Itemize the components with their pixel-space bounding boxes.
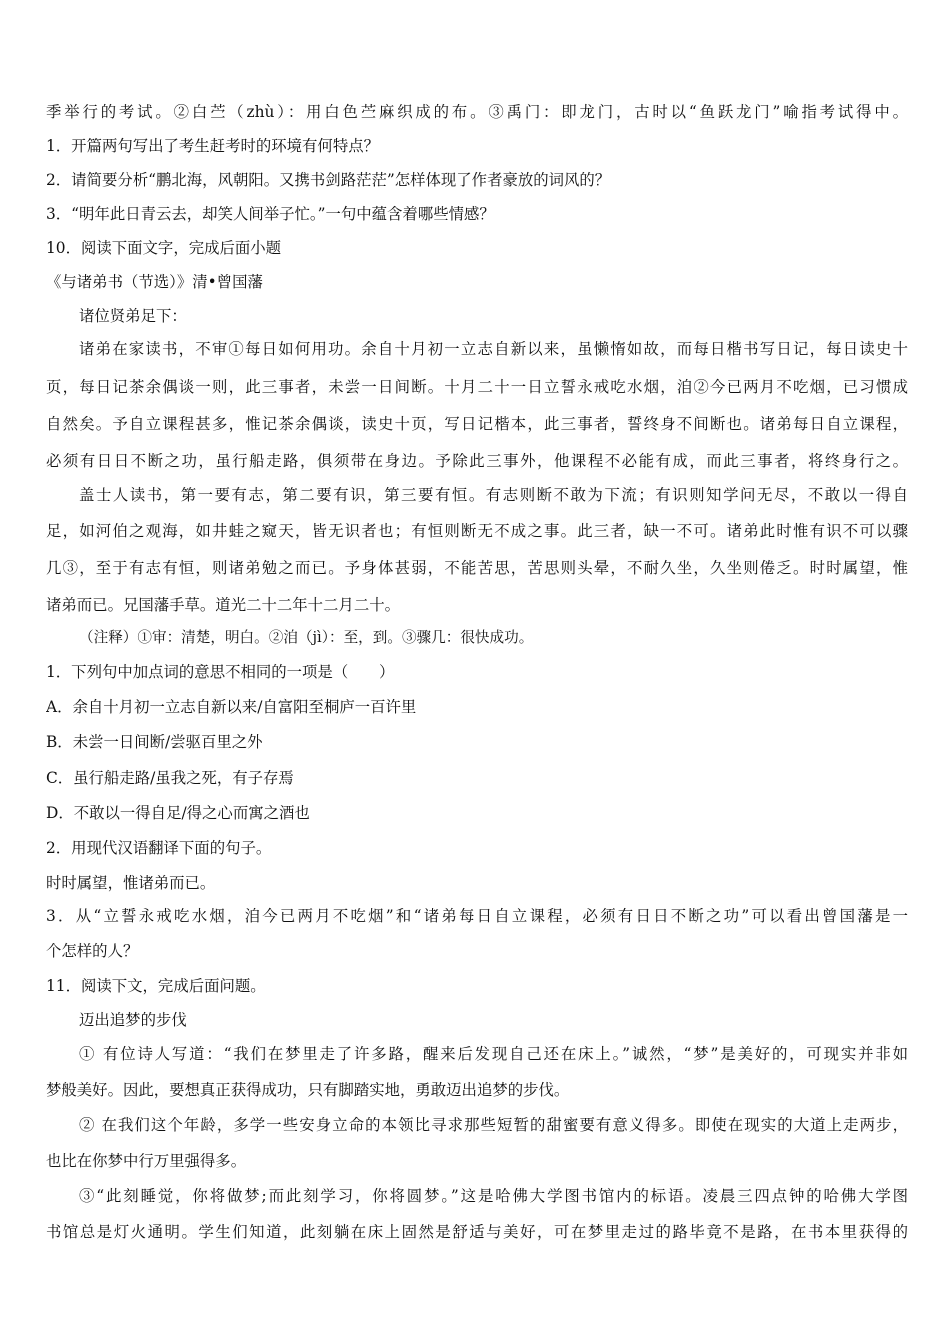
- section-heading: 10．阅读下面文字，完成后面小题: [46, 239, 282, 257]
- passage-title: 《与诸弟书（节选）》清•曾国藩: [46, 273, 263, 291]
- question-line: 1．下列句中加点词的意思不相同的一项是（ ）: [46, 663, 395, 681]
- question-line: 个怎样的人？: [46, 942, 139, 960]
- section-heading: 11．阅读下文，完成后面问题。: [46, 977, 266, 995]
- choice-option-c: C．虽行船走路/虽我之死，有子存焉: [46, 769, 294, 787]
- article-paragraph-line: ① 有位诗人写道：“我们在梦里走了许多路，醒来后发现自己还在床上。”诚然，“梦”是美好的，可现实并非如: [79, 1045, 908, 1063]
- footnote-line: 季举行的考试。②白苎（zhù）：用白色苎麻织成的布。③禹门：即龙门，古时以“鱼跃龙门”喻指考试得中。: [46, 103, 908, 121]
- passage-line: 足，如河伯之观海，如井蛙之窥天，皆无识者也；有恒则断无不成之事。此三者，缺一不可。诸弟此时惟有识不可以骤: [46, 522, 908, 540]
- article-paragraph-line: ② 在我们这个年龄，多学一些安身立命的本领比寻求那些短暂的甜蜜要有意义得多。即使在现实的大道上走两步，: [79, 1116, 908, 1134]
- passage-line: 诸弟而已。兄国藩手草。道光二十二年十二月二十。: [46, 596, 400, 614]
- article-title: 迈出追梦的步伐: [79, 1011, 187, 1029]
- question-line: 2．请简要分析“鹏北海，风朝阳。又携书剑路茫茫”怎样体现了作者豪放的词风的？: [46, 171, 611, 189]
- annotation-note: （注释）①审：清楚，明白。②洎（jì）：至，到。③骤几：很快成功。: [79, 629, 534, 646]
- passage-line: 页，每日记茶余偶谈一则，此三事者，未尝一日间断。十月二十一日立誓永戒吃水烟，洎②今已两月不吃烟，已习惯成: [46, 378, 908, 396]
- choice-option-d: D．不敢以一得自足/得之心而寓之酒也: [46, 804, 310, 822]
- passage-line: 几③，至于有志有恒，则诸弟勉之而已。予身体甚弱，不能苦思，苦思则头晕，不耐久坐，久坐则倦乏。时时属望，惟: [46, 559, 908, 577]
- choice-option-b: B．未尝一日间断/尝驱百里之外: [46, 733, 263, 751]
- passage-line: 必须有日日不断之功，虽行船走路，俱须带在身边。予除此三事外，他课程不必能有成，而此三事者，将终身行之。: [46, 452, 908, 470]
- passage-line: 诸弟在家读书，不审①每日如何用功。余自十月初一立志自新以来，虽懒惰如故，而每日楷书写日记，每日读史十: [79, 340, 908, 358]
- question-line: 3．从“立誓永戒吃水烟，洎今已两月不吃烟”和“诸弟每日自立课程，必须有日日不断之功”可以看出曾国藩是一: [46, 907, 908, 925]
- translation-sentence: 时时属望，惟诸弟而已。: [46, 874, 216, 892]
- question-line: 2．用现代汉语翻译下面的句子。: [46, 839, 272, 857]
- article-paragraph-line: 书馆总是灯火通明。学生们知道，此刻躺在床上固然是舒适与美好，可在梦里走过的路毕竟不是路，在书本里获得的: [46, 1223, 908, 1241]
- article-paragraph-line: 也比在你梦中行万里强得多。: [46, 1152, 247, 1170]
- question-line: 3．“明年此日青云去，却笑人间举子忙。”一句中蕴含着哪些情感？: [46, 205, 495, 223]
- passage-line: 自然矣。予自立课程甚多，惟记茶余偶谈，读史十页，写日记楷本，此三事者，誓终身不间断也。诸弟每日自立课程，: [46, 415, 908, 433]
- salutation: 诸位贤弟足下：: [79, 307, 187, 325]
- passage-line: 盖士人读书，第一要有志，第二要有识，第三要有恒。有志则断不敢为下流；有识则知学问无尽，不敢以一得自: [79, 486, 908, 504]
- article-paragraph-line: ③“此刻睡觉，你将做梦;而此刻学习，你将圆梦。”这是哈佛大学图书馆内的标语。凌晨三四点钟的哈佛大学图: [79, 1187, 908, 1205]
- question-line: 1．开篇两句写出了考生赶考时的环境有何特点？: [46, 137, 379, 155]
- choice-option-a: A．余自十月初一立志自新以来/自富阳至桐庐一百许里: [46, 698, 417, 716]
- article-paragraph-line: 梦般美好。因此，要想真正获得成功，只有脚踏实地，勇敢迈出追梦的步伐。: [46, 1081, 570, 1099]
